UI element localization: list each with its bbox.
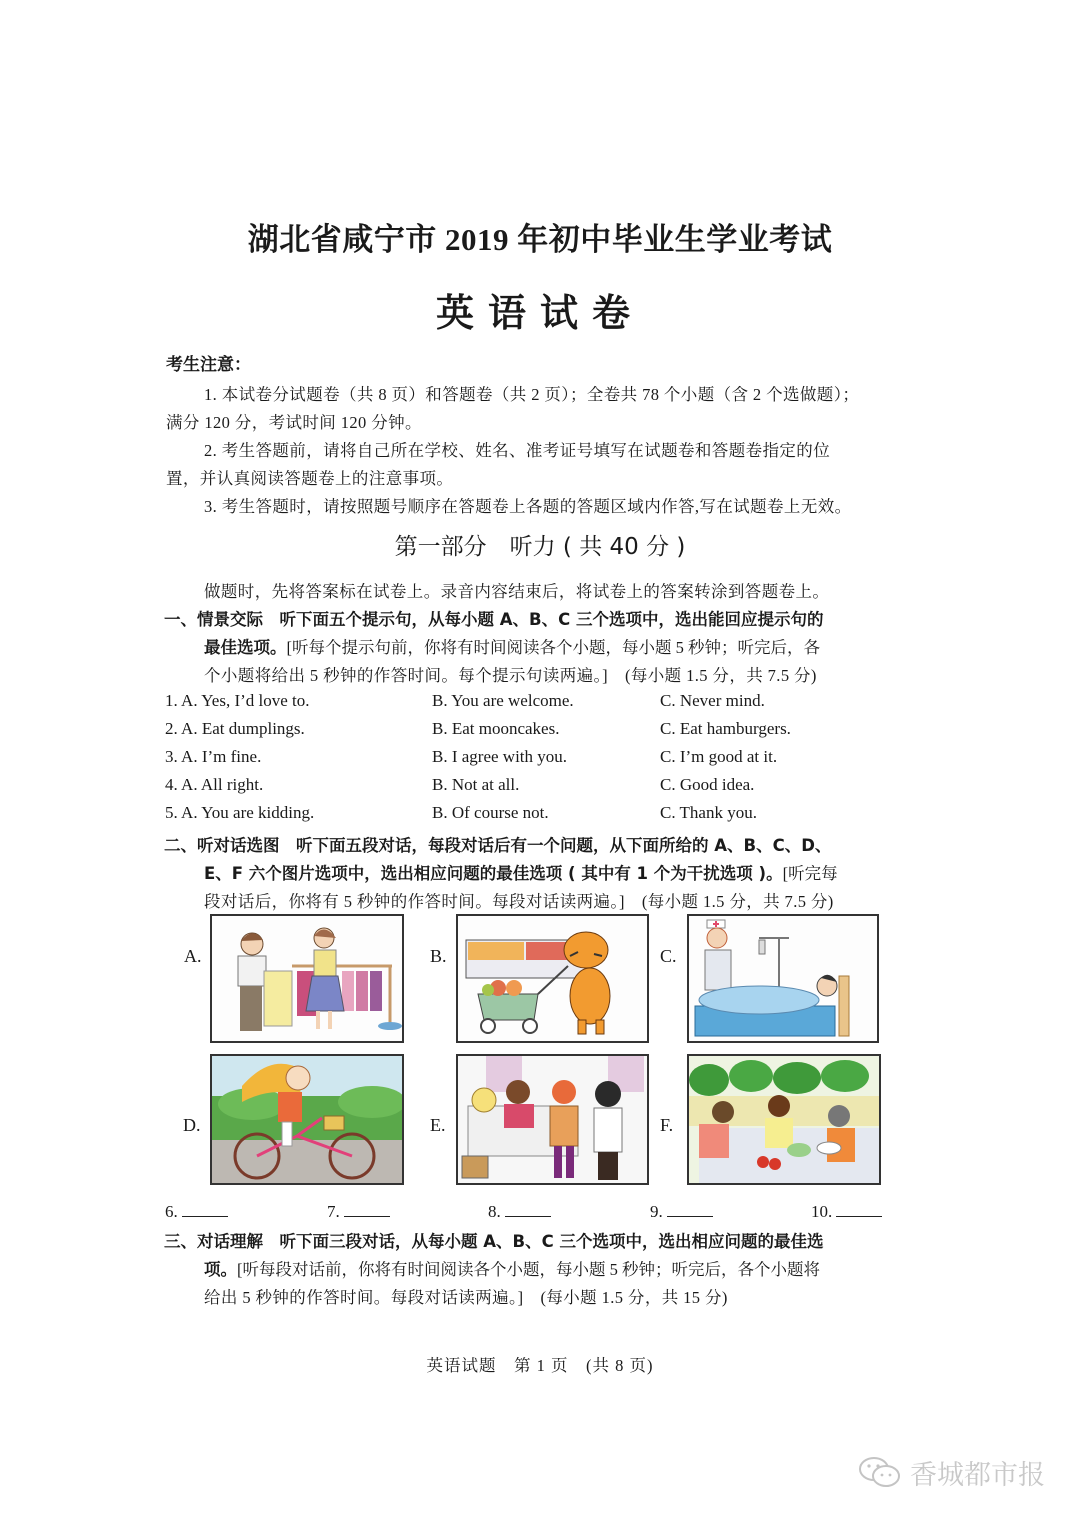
watermark-text: 香城都市报 bbox=[910, 1460, 1045, 1491]
question-3-option-b: B. I agree with you. bbox=[432, 747, 568, 766]
answer-blank-8: 8. bbox=[488, 1202, 551, 1222]
section-two-instructions-line-3: 段对话后，你将有 5 秒钟的作答时间。每段对话读两遍。] (每小题 1.5 分，共 7.5 分) bbox=[204, 892, 834, 911]
section-two-heading-bold: E、F 六个图片选项中，选出相应问题的最佳选项 ( 其中有 1 个为干扰选项 )。 bbox=[204, 864, 783, 883]
picture-b-cat-shopping bbox=[456, 914, 649, 1043]
notice-heading: 考生注意： bbox=[166, 355, 251, 375]
section-one-heading-bold: 最佳选项。 bbox=[204, 638, 287, 657]
part-one-title: 第一部分 听力 ( 共 40 分 ) bbox=[394, 534, 686, 560]
picture-f-picnic-in-park bbox=[687, 1054, 881, 1185]
section-three-heading-bold: 项。 bbox=[204, 1260, 237, 1279]
question-1-option-c: C. Never mind. bbox=[660, 691, 765, 710]
picture-label-f: F. bbox=[660, 1115, 674, 1135]
picture-e-visiting-sick-friend bbox=[456, 1054, 649, 1185]
answer-line bbox=[182, 1202, 228, 1217]
section-three-heading-line-2 bbox=[204, 1256, 820, 1280]
question-4-option-a: 4. A. All right. bbox=[165, 775, 264, 794]
section-one-instructions-line-3: 个小题将给出 5 秒钟的作答时间。每个提示句读两遍。] (每小题 1.5 分，共 7.5 分) bbox=[204, 666, 817, 685]
section-three-instructions: [听每段对话前，你将有时间阅读各个小题，每小题 5 秒钟；听完后，各个小题将 bbox=[237, 1260, 820, 1279]
exam-title: 湖北省咸宁市 2019 年初中毕业生学业考试 bbox=[247, 222, 833, 257]
notice-line-4: 置，并认真阅读答题卷上的注意事项。 bbox=[166, 469, 454, 488]
watermark bbox=[858, 1453, 1045, 1492]
section-one-instructions: [听每个提示句前，你将有时间阅读各个小题，每小题 5 秒钟；听完后，各 bbox=[286, 638, 820, 657]
picture-label-c: C. bbox=[660, 946, 677, 966]
answer-line bbox=[836, 1202, 882, 1217]
section-three-heading: 三、对话理解 听下面三段对话，从每小题 A、B、C 三个选项中，选出相应问题的最佳选 bbox=[164, 1232, 824, 1251]
question-1-option-b: B. You are welcome. bbox=[432, 691, 574, 710]
answer-blank-7: 7. bbox=[327, 1202, 390, 1222]
question-1-option-a: 1. A. Yes, I’d love to. bbox=[165, 691, 310, 710]
question-5-option-c: C. Thank you. bbox=[660, 803, 757, 822]
notice-line-2: 满分 120 分，考试时间 120 分钟。 bbox=[166, 413, 422, 432]
picture-a-clothes-shop bbox=[210, 914, 404, 1043]
answer-line bbox=[505, 1202, 551, 1217]
section-two-heading: 二、听对话选图 听下面五段对话，每段对话后有一个问题，从下面所给的 A、B、C、D、 bbox=[164, 836, 832, 855]
section-two-instructions: [听完每 bbox=[782, 864, 838, 883]
question-5-option-b: B. Of course not. bbox=[432, 803, 549, 822]
part-one-intro: 做题时，先将答案标在试卷上。录音内容结束后，将试卷上的答案转涂到答题卷上。 bbox=[204, 582, 830, 601]
picture-label-a: A. bbox=[184, 946, 202, 966]
answer-line bbox=[344, 1202, 390, 1217]
picture-label-d: D. bbox=[183, 1115, 201, 1135]
notice-line-5: 3. 考生答题时，请按照题号顺序在答题卷上各题的答题区域内作答,写在试题卷上无效。 bbox=[204, 497, 852, 516]
question-3-option-c: C. I’m good at it. bbox=[660, 747, 778, 766]
picture-d-girl-riding-bike bbox=[210, 1054, 404, 1185]
section-one-heading-line-2 bbox=[204, 634, 820, 658]
section-three-instructions-line-3: 给出 5 秒钟的作答时间。每段对话读两遍。] (每小题 1.5 分，共 15 分) bbox=[204, 1288, 728, 1307]
section-one-heading: 一、情景交际 听下面五个提示句，从每小题 A、B、C 三个选项中，选出能回应提示句的 bbox=[164, 610, 824, 629]
question-3-option-a: 3. A. I’m fine. bbox=[165, 747, 262, 766]
question-5-option-a: 5. A. You are kidding. bbox=[165, 803, 315, 822]
question-2-option-a: 2. A. Eat dumplings. bbox=[165, 719, 305, 738]
question-4-option-c: C. Good idea. bbox=[660, 775, 755, 794]
answer-line bbox=[667, 1202, 713, 1217]
page-footer: 英语试题 第 1 页 (共 8 页) bbox=[426, 1356, 654, 1375]
question-2-option-b: B. Eat mooncakes. bbox=[432, 719, 560, 738]
picture-label-e: E. bbox=[430, 1115, 446, 1135]
question-2-option-c: C. Eat hamburgers. bbox=[660, 719, 791, 738]
picture-label-b: B. bbox=[430, 946, 447, 966]
question-4-option-b: B. Not at all. bbox=[432, 775, 520, 794]
notice-line-3: 2. 考生答题前，请将自己所在学校、姓名、准考证号填写在试题卷和答题卷指定的位 bbox=[204, 441, 831, 460]
wechat-icon bbox=[858, 1456, 902, 1490]
answer-blank-10: 10. bbox=[811, 1202, 882, 1222]
answer-blank-6: 6. bbox=[165, 1202, 228, 1222]
answer-blank-9: 9. bbox=[650, 1202, 713, 1222]
section-two-heading-line-2 bbox=[204, 860, 838, 884]
picture-c-nurse-hospital bbox=[687, 914, 879, 1043]
notice-line-1: 1. 本试卷分试题卷（共 8 页）和答题卷（共 2 页）；全卷共 78 个小题（含 2 个选做题）； bbox=[204, 385, 860, 404]
exam-subtitle: 英语试卷 bbox=[435, 293, 644, 335]
